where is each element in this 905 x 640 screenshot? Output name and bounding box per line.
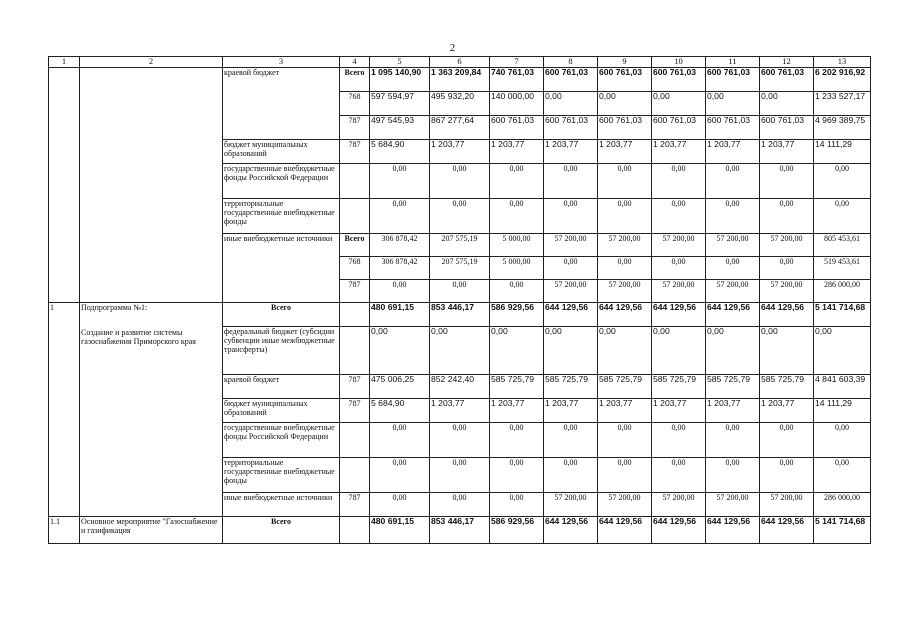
amount-cell: 0,00 bbox=[370, 493, 430, 517]
amount-cell: 519 453,61 bbox=[814, 257, 871, 280]
column-number: 6 bbox=[430, 57, 490, 68]
amount-cell: 57 200,00 bbox=[760, 280, 814, 303]
amount-cell: 1 203,77 bbox=[760, 140, 814, 164]
amount-cell: 0,00 bbox=[598, 327, 652, 375]
amount-cell: 57 200,00 bbox=[544, 280, 598, 303]
amount-cell: 585 725,79 bbox=[652, 375, 706, 399]
amount-cell: 0,00 bbox=[544, 257, 598, 280]
amount-cell: 57 200,00 bbox=[544, 234, 598, 257]
amount-cell: 1 363 209,84 bbox=[430, 68, 490, 92]
budget-code: 768 bbox=[340, 257, 370, 280]
amount-cell: 600 761,03 bbox=[490, 116, 544, 140]
amount-cell: 0,00 bbox=[544, 423, 598, 458]
amount-cell: 0,00 bbox=[760, 92, 814, 116]
amount-cell: 140 000,00 bbox=[490, 92, 544, 116]
amount-cell: 14 111,29 bbox=[814, 399, 871, 423]
table-row bbox=[49, 303, 871, 327]
amount-cell: 0,00 bbox=[430, 493, 490, 517]
row-number: 1.1 bbox=[49, 517, 80, 544]
amount-cell: 0,00 bbox=[490, 493, 544, 517]
budget-code: Всего bbox=[340, 234, 370, 257]
amount-cell: 57 200,00 bbox=[652, 234, 706, 257]
amount-cell: 5 684,90 bbox=[370, 399, 430, 423]
amount-cell: 5 000,00 bbox=[490, 234, 544, 257]
amount-cell: 495 932,20 bbox=[430, 92, 490, 116]
amount-cell: 0,00 bbox=[652, 164, 706, 199]
amount-cell: 0,00 bbox=[490, 423, 544, 458]
amount-cell: 0,00 bbox=[706, 164, 760, 199]
amount-cell: 0,00 bbox=[598, 164, 652, 199]
amount-cell: 0,00 bbox=[490, 327, 544, 375]
amount-cell: 0,00 bbox=[430, 327, 490, 375]
amount-cell: 0,00 bbox=[370, 164, 430, 199]
budget-table bbox=[48, 56, 871, 544]
source-label: бюджет муниципальных образований bbox=[223, 399, 340, 423]
amount-cell: 0,00 bbox=[652, 257, 706, 280]
amount-cell: 0,00 bbox=[370, 458, 430, 493]
amount-cell: 57 200,00 bbox=[706, 280, 760, 303]
amount-cell: 1 203,77 bbox=[544, 399, 598, 423]
amount-cell: 4 969 389,75 bbox=[814, 116, 871, 140]
amount-cell: 1 203,77 bbox=[652, 399, 706, 423]
amount-cell: 600 761,03 bbox=[544, 116, 598, 140]
amount-cell: 867 277,64 bbox=[430, 116, 490, 140]
amount-cell: 1 203,77 bbox=[598, 140, 652, 164]
amount-cell: 0,00 bbox=[598, 458, 652, 493]
amount-cell: 0,00 bbox=[814, 199, 871, 234]
amount-cell: 0,00 bbox=[706, 199, 760, 234]
amount-cell: 0,00 bbox=[544, 199, 598, 234]
amount-cell: 5 141 714,68 bbox=[814, 517, 871, 544]
amount-cell: 0,00 bbox=[706, 92, 760, 116]
amount-cell: 57 200,00 bbox=[760, 493, 814, 517]
amount-cell: 600 761,03 bbox=[706, 68, 760, 92]
amount-cell: 1 203,77 bbox=[430, 140, 490, 164]
amount-cell: 0,00 bbox=[760, 164, 814, 199]
amount-cell: 0,00 bbox=[652, 327, 706, 375]
amount-cell: 0,00 bbox=[598, 92, 652, 116]
column-number: 2 bbox=[80, 57, 223, 68]
amount-cell: 0,00 bbox=[814, 327, 871, 375]
amount-cell: 1 203,77 bbox=[706, 140, 760, 164]
row-number-cell bbox=[49, 68, 80, 303]
column-number: 13 bbox=[814, 57, 871, 68]
amount-cell: 1 203,77 bbox=[490, 399, 544, 423]
column-number: 8 bbox=[544, 57, 598, 68]
amount-cell: 1 203,77 bbox=[706, 399, 760, 423]
source-label: территориальные государственные внебюджетные фонды bbox=[223, 199, 340, 234]
budget-code: 787 bbox=[340, 493, 370, 517]
amount-cell: 597 594,97 bbox=[370, 92, 430, 116]
amount-cell: 0,00 bbox=[652, 199, 706, 234]
amount-cell: 0,00 bbox=[430, 423, 490, 458]
amount-cell: 0,00 bbox=[544, 92, 598, 116]
amount-cell: 1 203,77 bbox=[598, 399, 652, 423]
amount-cell: 805 453,61 bbox=[814, 234, 871, 257]
budget-code: 787 bbox=[340, 280, 370, 303]
amount-cell: 1 203,77 bbox=[652, 140, 706, 164]
amount-cell: 1 095 140,90 bbox=[370, 68, 430, 92]
amount-cell: 644 129,56 bbox=[706, 517, 760, 544]
page-number: 2 bbox=[449, 42, 456, 54]
row-number: 1 bbox=[49, 303, 80, 517]
amount-cell: 0,00 bbox=[490, 164, 544, 199]
amount-cell: 0,00 bbox=[370, 327, 430, 375]
amount-cell: 585 725,79 bbox=[706, 375, 760, 399]
amount-cell: 0,00 bbox=[430, 164, 490, 199]
amount-cell: 600 761,03 bbox=[598, 116, 652, 140]
budget-code bbox=[340, 517, 370, 544]
amount-cell: 644 129,56 bbox=[652, 517, 706, 544]
subprogram-title-cell bbox=[80, 303, 223, 517]
amount-cell: 644 129,56 bbox=[760, 303, 814, 327]
amount-cell: 0,00 bbox=[814, 164, 871, 199]
amount-cell: 0,00 bbox=[430, 199, 490, 234]
source-label: краевой бюджет bbox=[223, 68, 340, 140]
amount-cell: 1 203,77 bbox=[544, 140, 598, 164]
source-label: государственные внебюджетные фонды Российской Федерации bbox=[223, 423, 340, 458]
measure-name: Основное мероприятие "Газоснабжение и газификация bbox=[80, 517, 223, 544]
amount-cell: 0,00 bbox=[430, 280, 490, 303]
amount-cell: 600 761,03 bbox=[598, 68, 652, 92]
budget-code: 787 bbox=[340, 375, 370, 399]
source-label: иные внебюджетные источники bbox=[223, 234, 340, 303]
amount-cell: 586 929,56 bbox=[490, 303, 544, 327]
budget-code bbox=[340, 458, 370, 493]
amount-cell: 286 000,00 bbox=[814, 280, 871, 303]
amount-cell: 57 200,00 bbox=[706, 493, 760, 517]
budget-code bbox=[340, 327, 370, 375]
amount-cell: 0,00 bbox=[598, 199, 652, 234]
amount-cell: 600 761,03 bbox=[652, 68, 706, 92]
source-label: территориальные государственные внебюджетные фонды bbox=[223, 458, 340, 493]
amount-cell: 0,00 bbox=[544, 458, 598, 493]
amount-cell: 1 233 527,17 bbox=[814, 92, 871, 116]
budget-code: 787 bbox=[340, 116, 370, 140]
amount-cell: 57 200,00 bbox=[598, 493, 652, 517]
column-number: 11 bbox=[706, 57, 760, 68]
source-label: бюджет муниципальных образований bbox=[223, 140, 340, 164]
amount-cell: 600 761,03 bbox=[544, 68, 598, 92]
amount-cell: 0,00 bbox=[760, 327, 814, 375]
amount-cell: 600 761,03 bbox=[760, 116, 814, 140]
amount-cell: 0,00 bbox=[598, 257, 652, 280]
amount-cell: 0,00 bbox=[490, 199, 544, 234]
source-label: федеральный бюджет (субсидии субвенции иные межбюджетные трансферты) bbox=[223, 327, 340, 375]
amount-cell: 306 878,42 bbox=[370, 257, 430, 280]
subprogram-name: Создание и развитие системы газоснабжения Приморского края bbox=[81, 328, 196, 346]
amount-cell: 0,00 bbox=[370, 423, 430, 458]
amount-cell: 0,00 bbox=[760, 423, 814, 458]
column-number: 7 bbox=[490, 57, 544, 68]
amount-cell: 0,00 bbox=[760, 458, 814, 493]
amount-cell: 0,00 bbox=[370, 280, 430, 303]
amount-cell: 1 203,77 bbox=[490, 140, 544, 164]
amount-cell: 0,00 bbox=[544, 164, 598, 199]
budget-code: Всего bbox=[340, 68, 370, 92]
amount-cell: 57 200,00 bbox=[598, 234, 652, 257]
amount-cell: 0,00 bbox=[430, 458, 490, 493]
amount-cell: 57 200,00 bbox=[652, 493, 706, 517]
amount-cell: 585 725,79 bbox=[598, 375, 652, 399]
budget-code bbox=[340, 199, 370, 234]
budget-code bbox=[340, 303, 370, 327]
amount-cell: 0,00 bbox=[652, 423, 706, 458]
amount-cell: 852 242,40 bbox=[430, 375, 490, 399]
amount-cell: 480 691,15 bbox=[370, 303, 430, 327]
source-label: Всего bbox=[223, 517, 340, 544]
amount-cell: 0,00 bbox=[814, 458, 871, 493]
budget-code: 787 bbox=[340, 399, 370, 423]
amount-cell: 1 203,77 bbox=[760, 399, 814, 423]
amount-cell: 306 878,42 bbox=[370, 234, 430, 257]
column-numbers-row bbox=[49, 57, 871, 68]
amount-cell: 644 129,56 bbox=[544, 303, 598, 327]
amount-cell: 5 000,00 bbox=[490, 257, 544, 280]
amount-cell: 600 761,03 bbox=[760, 68, 814, 92]
amount-cell: 0,00 bbox=[760, 257, 814, 280]
amount-cell: 853 446,17 bbox=[430, 303, 490, 327]
amount-cell: 1 203,77 bbox=[430, 399, 490, 423]
column-number: 5 bbox=[370, 57, 430, 68]
amount-cell: 4 841 603,39 bbox=[814, 375, 871, 399]
source-label: иные внебюджетные источники bbox=[223, 493, 340, 517]
column-number: 12 bbox=[760, 57, 814, 68]
budget-code: 787 bbox=[340, 140, 370, 164]
amount-cell: 585 725,79 bbox=[760, 375, 814, 399]
column-number: 4 bbox=[340, 57, 370, 68]
amount-cell: 475 006,25 bbox=[370, 375, 430, 399]
table-row bbox=[49, 517, 871, 544]
amount-cell: 853 446,17 bbox=[430, 517, 490, 544]
amount-cell: 0,00 bbox=[706, 458, 760, 493]
amount-cell: 644 129,56 bbox=[760, 517, 814, 544]
amount-cell: 0,00 bbox=[544, 327, 598, 375]
amount-cell: 0,00 bbox=[760, 199, 814, 234]
amount-cell: 600 761,03 bbox=[652, 116, 706, 140]
amount-cell: 0,00 bbox=[490, 458, 544, 493]
amount-cell: 207 575,19 bbox=[430, 257, 490, 280]
amount-cell: 644 129,56 bbox=[598, 303, 652, 327]
amount-cell: 57 200,00 bbox=[598, 280, 652, 303]
amount-cell: 57 200,00 bbox=[544, 493, 598, 517]
source-label: государственные внебюджетные фонды Российской Федерации bbox=[223, 164, 340, 199]
amount-cell: 0,00 bbox=[706, 257, 760, 280]
amount-cell: 600 761,03 bbox=[706, 116, 760, 140]
amount-cell: 644 129,56 bbox=[706, 303, 760, 327]
amount-cell: 207 575,19 bbox=[430, 234, 490, 257]
source-label: Всего bbox=[223, 303, 340, 327]
amount-cell: 480 691,15 bbox=[370, 517, 430, 544]
amount-cell: 286 000,00 bbox=[814, 493, 871, 517]
amount-cell: 57 200,00 bbox=[706, 234, 760, 257]
amount-cell: 14 111,29 bbox=[814, 140, 871, 164]
amount-cell: 644 129,56 bbox=[652, 303, 706, 327]
column-number: 9 bbox=[598, 57, 652, 68]
column-number: 10 bbox=[652, 57, 706, 68]
amount-cell: 0,00 bbox=[814, 423, 871, 458]
column-number: 3 bbox=[223, 57, 340, 68]
amount-cell: 585 725,79 bbox=[490, 375, 544, 399]
amount-cell: 497 545,93 bbox=[370, 116, 430, 140]
amount-cell: 740 761,03 bbox=[490, 68, 544, 92]
amount-cell: 0,00 bbox=[370, 199, 430, 234]
budget-code bbox=[340, 164, 370, 199]
column-number: 1 bbox=[49, 57, 80, 68]
amount-cell: 0,00 bbox=[652, 92, 706, 116]
subprogram-title: Подпрограмма №1: bbox=[81, 303, 148, 312]
amount-cell: 585 725,79 bbox=[544, 375, 598, 399]
measure-name-cell bbox=[80, 68, 223, 303]
amount-cell: 644 129,56 bbox=[544, 517, 598, 544]
amount-cell: 0,00 bbox=[652, 458, 706, 493]
amount-cell: 6 202 916,92 bbox=[814, 68, 871, 92]
amount-cell: 5 684,90 bbox=[370, 140, 430, 164]
budget-code bbox=[340, 423, 370, 458]
source-label: краевой бюджет bbox=[223, 375, 340, 399]
amount-cell: 0,00 bbox=[706, 423, 760, 458]
amount-cell: 57 200,00 bbox=[760, 234, 814, 257]
amount-cell: 586 929,56 bbox=[490, 517, 544, 544]
amount-cell: 5 141 714,68 bbox=[814, 303, 871, 327]
amount-cell: 0,00 bbox=[706, 327, 760, 375]
table-row bbox=[49, 68, 871, 92]
budget-code: 768 bbox=[340, 92, 370, 116]
amount-cell: 0,00 bbox=[490, 280, 544, 303]
amount-cell: 644 129,56 bbox=[598, 517, 652, 544]
amount-cell: 57 200,00 bbox=[652, 280, 706, 303]
amount-cell: 0,00 bbox=[598, 423, 652, 458]
